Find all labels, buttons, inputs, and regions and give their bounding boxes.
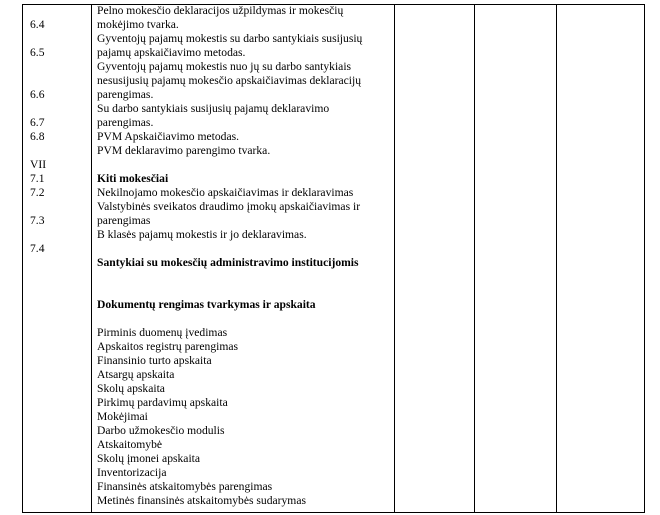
topic-line: nesusijusių pajamų mokesčio apskaičiavimas deklaracijų [97,74,362,87]
section-number: 7.2 [30,186,45,199]
topic-line: Apskaitos registrų parengimas [97,340,239,353]
topic-line: parengimas. [97,116,154,129]
topic-line: Valstybinės sveikatos draudimo įmokų apskaičiavimas ir [97,200,361,213]
column-divider [91,5,92,512]
section-number: 6.6 [30,88,45,101]
topic-line: parengimas. [97,88,154,101]
topic-line: mokėjimo tvarka. [97,18,179,31]
topic-line: Gyventojų pajamų mokestis nuo jų su darbo santykiais [97,60,352,73]
section-number: 7.1 [30,172,45,185]
column-divider [394,5,395,512]
topic-line: pajamų apskaičiavimo metodas. [97,46,246,59]
topic-line: PVM Apskaičiavimo metodas. [97,130,240,143]
topic-line: Atskaitomybė [97,438,163,451]
section-heading: Dokumentų rengimas tvarkymas ir apskaita [97,298,316,311]
topic-line: Mokėjimai [97,410,148,423]
topic-line: parengimas [97,214,151,227]
column-divider [556,5,557,512]
topic-line: B klasės pajamų mokestis ir jo deklaravimas. [97,228,307,241]
topic-line: Darbo užmokesčio modulis [97,424,225,437]
section-number: 7.3 [30,214,45,227]
topic-line: Atsargų apskaita [97,368,175,381]
section-number: 7.4 [30,242,45,255]
topic-line: Skolų įmonei apskaita [97,452,201,465]
topic-line: Pirminis duomenų įvedimas [97,326,228,339]
section-number: 6.4 [30,18,45,31]
topic-line: Gyventojų pajamų mokestis su darbo santykiais susijusių [97,32,363,45]
column-divider [474,5,475,512]
topic-line: Su darbo santykiais susijusių pajamų deklaravimo [97,102,330,115]
topic-line: Nekilnojamo mokesčio apskaičiavimas ir deklaravimas [97,186,354,199]
topic-line: Finansinio turto apskaita [97,354,212,367]
section-heading: Kiti mokesčiai [97,172,169,185]
section-number: 6.8 [30,130,45,143]
topic-line: Metinės finansinės atskaitomybės sudarymas [97,494,306,507]
section-number: 6.7 [30,116,45,129]
topic-line: Inventorizacija [97,466,167,479]
topic-line: Skolų apskaita [97,382,165,395]
topic-line: Finansinės atskaitomybės parengimas [97,480,273,493]
topic-line: Pirkimų pardavimų apskaita [97,396,228,409]
section-heading: Santykiai su mokesčių administravimo institucijomis [97,256,359,269]
topic-line: Pelno mokesčio deklaracijos užpildymas ir mokesčių [97,4,344,17]
section-number: VII [30,158,47,171]
section-number: 6.5 [30,46,45,59]
topic-line: PVM deklaravimo parengimo tvarka. [97,144,271,157]
